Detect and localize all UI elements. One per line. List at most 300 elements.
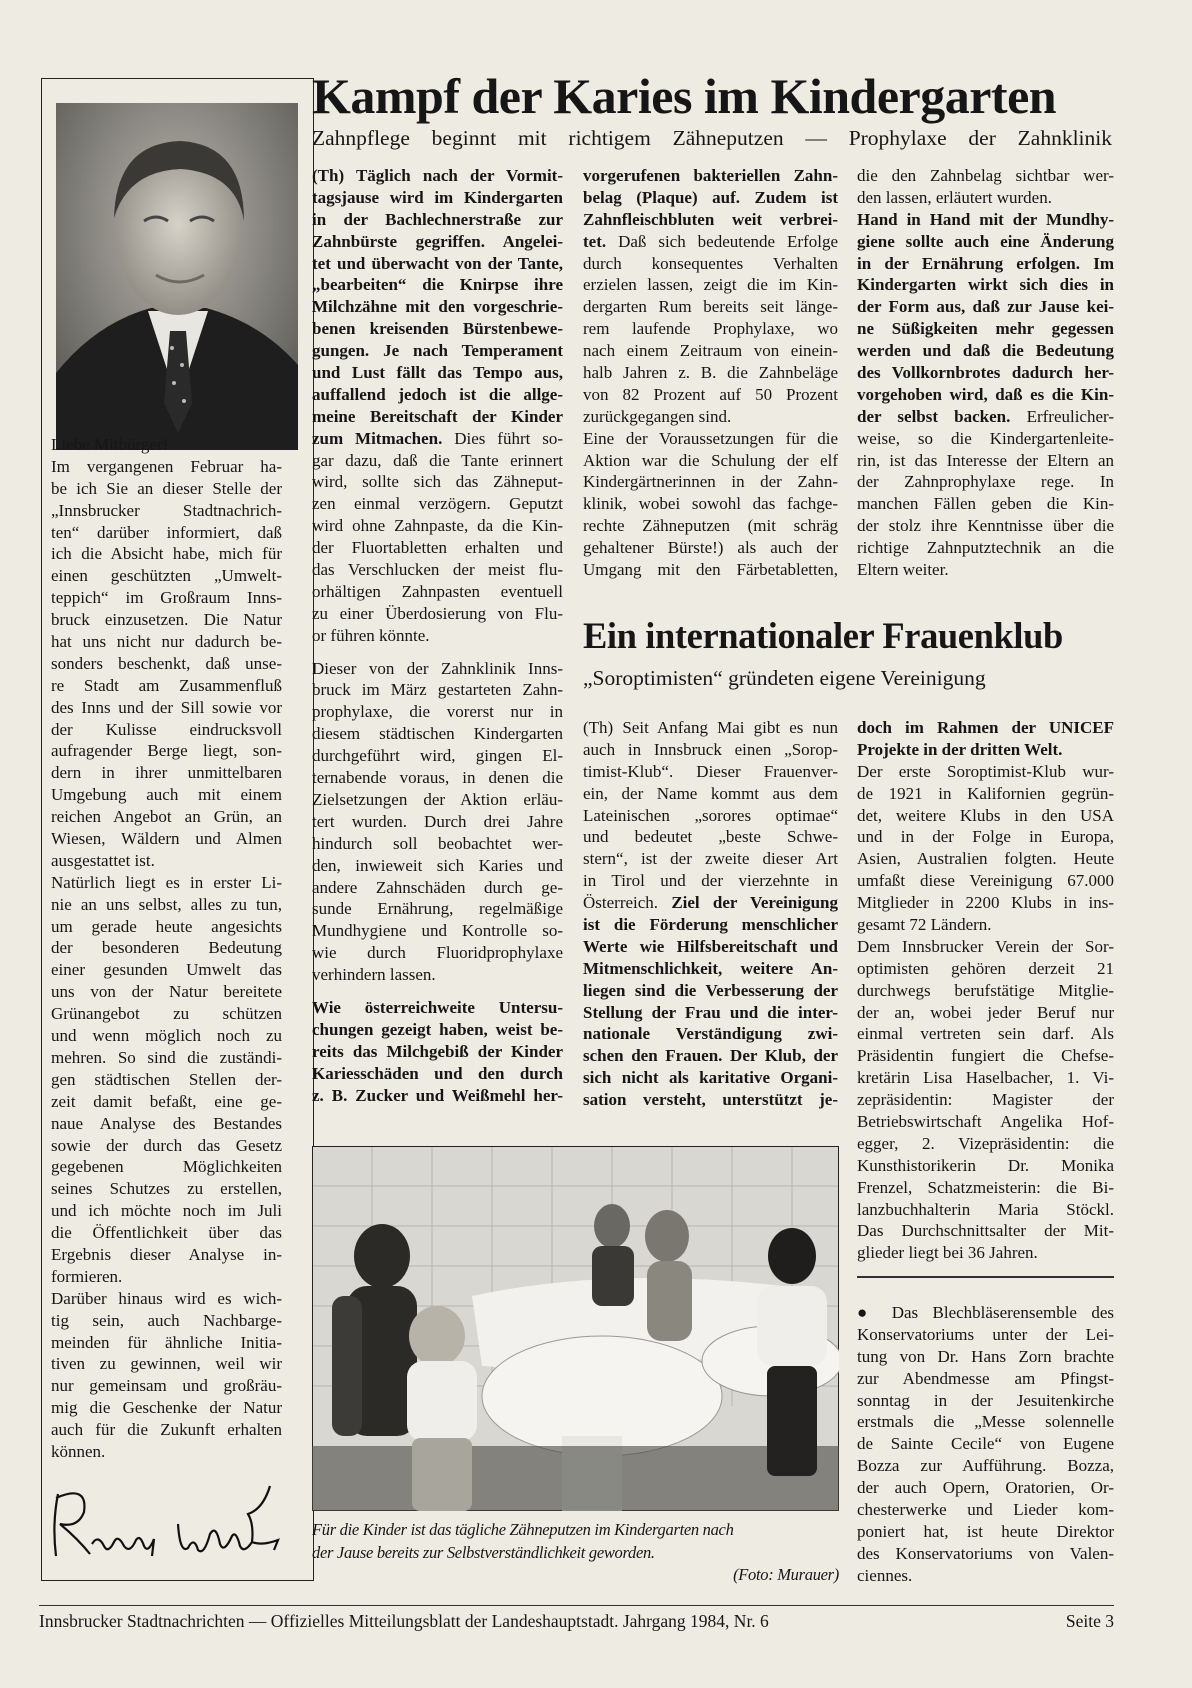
text: Liebe Mitbürger! [51, 435, 169, 454]
text-line [857, 340, 1114, 362]
bold-text: ne Süßigkeiten mehr gegessen [857, 319, 1114, 339]
text: Grünangebot zu schützen [51, 1004, 282, 1024]
text-line [583, 1023, 838, 1045]
text-line [51, 1200, 282, 1222]
text-line [857, 1455, 1114, 1477]
text-line [312, 877, 563, 899]
text-line [857, 1346, 1114, 1368]
bold-text: nationale Verständigung zwi- [583, 1024, 838, 1044]
text: hat uns nicht nur dadurch be- [51, 632, 282, 652]
text-line [583, 870, 838, 892]
text-line [857, 936, 1114, 958]
text: Natürlich liegt es in erster Li- [51, 872, 282, 892]
bold-text: in der Bachlechnerstraße zur [312, 209, 563, 229]
text-line [51, 806, 282, 828]
text: des Konservatoriums von Valen- [857, 1543, 1114, 1563]
footer-publication: Innsbrucker Stadtnachrichten — Offizielles Mitteilungsblatt der Landeshauptstadt. Jahrgang 1984, Nr. 6 [39, 1611, 769, 1631]
bold-text: (Th) Täglich nach der Vormit- [312, 166, 563, 185]
text: das Verschlucken der meist flu- [312, 560, 563, 580]
text-line [51, 1047, 282, 1069]
text-line [51, 1222, 282, 1244]
bold-text: zum Mitmachen. [312, 428, 443, 448]
text: erzielen lassen, zeigt die im Kin- [583, 275, 838, 295]
bold-text: Milchzähne mit den vorgeschrie- [312, 297, 563, 317]
text: ausgestattet ist. [51, 850, 155, 870]
text-line [312, 1041, 563, 1063]
text-line [51, 1266, 282, 1288]
text-line [51, 631, 282, 653]
bold-text: werden und daß die Bedeutung [857, 341, 1114, 361]
text-line [51, 1353, 282, 1375]
bold-text: sich nicht als karitative Organi- [583, 1068, 838, 1088]
text-line [583, 165, 838, 187]
text: Mundhygiene und Kontrolle so- [312, 921, 563, 941]
text: rin, ist das Interesse der Eltern an [857, 450, 1114, 470]
text: andere Zahnschäden durch ge- [312, 877, 563, 897]
text-line [857, 1242, 1114, 1264]
text-line [857, 826, 1114, 848]
text-line [312, 745, 563, 767]
text: des Inns und der Sill sowie vor [51, 697, 282, 717]
footer-divider [39, 1605, 1114, 1606]
text-line [583, 340, 838, 362]
text-line [51, 1135, 282, 1157]
text-line [51, 740, 282, 762]
text-line [51, 1156, 282, 1178]
text-line [312, 855, 563, 877]
text-line [312, 187, 563, 209]
text: optimisten gehören derzeit 21 [857, 958, 1114, 978]
text: Aktion war die Schulung der elf [583, 450, 838, 470]
text: lanzbuchhalterin Maria Stöckl. [857, 1199, 1114, 1219]
text: Eine der Voraussetzungen für die [583, 428, 838, 448]
text-line [583, 805, 838, 827]
text-line [51, 653, 282, 675]
text: Im vergangenen Februar ha- [51, 456, 282, 476]
text-line [583, 848, 838, 870]
bold-text: ist die Förderung menschlicher [583, 915, 838, 935]
text: (Th) Seit Anfang Mai gibt es nun [583, 718, 838, 737]
text: wie durch Fluoridprophylaxe [312, 943, 563, 963]
text-line [583, 936, 838, 958]
text-line [51, 1178, 282, 1200]
text: tung von Dr. Hans Zorn brachte [857, 1346, 1114, 1366]
text: zu einer Überdosierung von Flu- [312, 603, 563, 623]
text-line [312, 701, 563, 723]
text: Lateinischen „sorores optimae“ [583, 805, 838, 825]
text: or führen könnte. [312, 625, 430, 645]
text-line [583, 783, 838, 805]
text-line [312, 471, 563, 493]
text-line [583, 1089, 838, 1111]
text-line [51, 872, 282, 894]
text-line [857, 783, 1114, 805]
text: Mitglieder in 2200 Klubs in ins- [857, 893, 1114, 913]
bold-text: Mitmenschlichkeit, weitere An- [583, 958, 838, 978]
text-line [583, 428, 838, 450]
bold-text: Werte wie Hilfsbereitschaft und [583, 936, 838, 956]
text-line [857, 1477, 1114, 1499]
text-line [583, 515, 838, 537]
text-line [857, 805, 1114, 827]
bold-text: Stellung der Frau und die inter- [583, 1002, 838, 1022]
text-line [51, 784, 282, 806]
photo-caption-line-1: Für die Kinder ist das tägliche Zähneputzen im Kindergarten nach [312, 1520, 734, 1539]
bold-text: Hand in Hand mit der Mundhy- [857, 209, 1114, 229]
text-line [51, 1397, 282, 1419]
text-line [857, 1155, 1114, 1177]
text-line [51, 434, 282, 456]
text-line [583, 471, 838, 493]
text: Dies führt so- [442, 428, 563, 448]
text: Kindergärtnerinnen in der Zahn- [583, 472, 838, 492]
text-line [857, 209, 1114, 231]
text-line [312, 942, 563, 964]
text-line [857, 958, 1114, 980]
text: sonders beschenkt, daß unse- [51, 653, 282, 673]
text: nur gemeinsam und großräu- [51, 1376, 282, 1396]
text-line [857, 870, 1114, 892]
text: timist-Klub“. Dieser Frauenver- [583, 761, 838, 781]
text-line [51, 1375, 282, 1397]
bold-text: liegen sind die Verbesserung der [583, 980, 838, 1000]
text: der stolz ihre Kenntnisse über die [857, 516, 1114, 536]
text: um gerade heute angesichts [51, 916, 282, 936]
text-line [51, 456, 282, 478]
text: Wiesen, Wäldern und Almen [51, 829, 282, 849]
text-line [51, 762, 282, 784]
text: rechte Zähneputzen (mit schräg [583, 516, 838, 536]
text: auch in Innsbruck einen „Sorop- [583, 739, 838, 759]
bold-text: Kariesschäden und den durch [312, 1063, 563, 1083]
text-line [51, 1310, 282, 1332]
text: von 82 Prozent auf 50 Prozent [583, 384, 838, 404]
text-line [857, 1565, 1114, 1587]
text: halb Jahren z. B. die Zahnbeläge [583, 363, 838, 383]
text: ein, der Name kommt aus dem [583, 783, 838, 803]
text-line [51, 1069, 282, 1091]
kindergarten-photo [312, 1146, 839, 1511]
text: mehren. So sind die zuständi- [51, 1047, 282, 1067]
text: weise, so die Kindergartenleite- [857, 428, 1114, 448]
bold-text: des Vollkornbrotes dadurch her- [857, 363, 1114, 383]
text: Österreich. [583, 893, 672, 913]
text-line [51, 1441, 282, 1463]
bold-text: doch im Rahmen der UNICEF [857, 718, 1114, 737]
text-line [312, 340, 563, 362]
text: auch für die Zukunft erhalten [51, 1420, 282, 1440]
text: gar dazu, daß die Tante erinnert [312, 450, 563, 470]
text: Dem Innsbrucker Verein der Sor- [857, 936, 1114, 956]
text: klinik, wobei sowohl das fachge- [583, 494, 838, 514]
text-line [583, 450, 838, 472]
frauenklub-column-2 [857, 717, 1114, 1264]
text-line [51, 959, 282, 981]
text: tert wurden. Durch drei Jahre [312, 811, 563, 831]
text-line [51, 981, 282, 1003]
text-line [51, 1025, 282, 1047]
text-line [312, 997, 563, 1019]
text-line [51, 697, 282, 719]
text-line [857, 1324, 1114, 1346]
text-line [51, 522, 282, 544]
text: durchwegs berufstätige Mitglie- [857, 980, 1114, 1000]
text: den, inwieweit sich Karies und [312, 855, 563, 875]
text: nie an uns selbst, alles zu tun, [51, 894, 282, 914]
text: einmal vertreten sein darf. Als [857, 1024, 1114, 1044]
text-line [312, 209, 563, 231]
bold-text: vorgehoben wird, daß es die Kin- [857, 384, 1114, 404]
text: Der erste Soroptimist-Klub wur- [857, 761, 1114, 781]
text-line [312, 231, 563, 253]
text: können. [51, 1441, 106, 1461]
text-line [857, 231, 1114, 253]
text-line [857, 1111, 1114, 1133]
text: richtige Zahnputztechnik an die [857, 538, 1114, 558]
text: egger, 2. Vizepräsidentin: die [857, 1133, 1114, 1153]
text-line [857, 471, 1114, 493]
text-line [583, 384, 838, 406]
text: de 1921 in Kalifornien gegrün- [857, 783, 1114, 803]
text-line [857, 274, 1114, 296]
text-line [583, 980, 838, 1002]
text-line [857, 1521, 1114, 1543]
text-line [51, 675, 282, 697]
text: der auch Opern, Oratorien, Or- [857, 1478, 1114, 1498]
text-line [857, 980, 1114, 1002]
text-line [51, 894, 282, 916]
text: gegebenen Möglichkeiten [51, 1157, 282, 1177]
text-line [312, 723, 563, 745]
text-line [312, 898, 563, 920]
text: der an, wobei jeder Beruf nur [857, 1002, 1114, 1022]
text: be ich Sie an dieser Stelle der [51, 478, 282, 498]
text: der Zahnprophylaxe rege. In [857, 472, 1114, 492]
text: Erfreulicher- [1010, 406, 1114, 426]
text: meinden für ähnliche Initia- [51, 1332, 282, 1352]
text: Ergebnis dieser Analyse in- [51, 1244, 282, 1264]
text: und wenn möglich noch zu [51, 1026, 282, 1046]
bold-text: tet. [583, 231, 607, 251]
text-line [857, 1411, 1114, 1433]
article-column-2 [583, 165, 838, 581]
text-line [583, 914, 838, 936]
text-line [857, 717, 1114, 739]
text-line [583, 1002, 838, 1024]
frauenklub-column-1 [583, 717, 838, 1111]
text-line [857, 1368, 1114, 1390]
text: seines Schutzes zu erstellen, [51, 1179, 282, 1199]
text-line [857, 296, 1114, 318]
text: sowie der durch das Gesetz [51, 1135, 282, 1155]
text: chesterwerke und Lieder kom- [857, 1500, 1114, 1520]
text-line [857, 1177, 1114, 1199]
text: det, weitere Klubs in den USA [857, 805, 1114, 825]
text: einen geschützten „Umwelt- [51, 566, 282, 586]
text: Umgebung auch mit einem [51, 785, 282, 805]
text: verhindern lassen. [312, 965, 436, 985]
text-line [312, 581, 563, 603]
text-line [583, 1067, 838, 1089]
text-line [583, 559, 838, 581]
text: teppich“ im Großraum Inns- [51, 588, 282, 608]
bold-text: der Form aus, daß zur Jause kei- [857, 297, 1114, 317]
text: uns von der Natur bereitete [51, 982, 282, 1002]
text-line [583, 958, 838, 980]
text-line [312, 428, 563, 450]
text-line [583, 296, 838, 318]
text-line [583, 318, 838, 340]
bold-text: schen den Frauen. Der Klub, der [583, 1046, 838, 1066]
text-line [312, 274, 563, 296]
text-line [583, 493, 838, 515]
photo-credit: (Foto: Murauer) [733, 1565, 839, 1584]
text: Konservatoriums unter der Lei- [857, 1324, 1114, 1344]
photo-caption-line-2: der Jause bereits zur Selbstverständlichkeit geworden. [312, 1543, 655, 1562]
text-line [857, 892, 1114, 914]
text: durch konsequentes Verhalten [583, 253, 838, 273]
text: dern in ihrer unmittelbaren [51, 763, 282, 783]
text-line [583, 209, 838, 231]
text: der Kulisse eindrucksvoll [51, 719, 282, 739]
text-line [583, 717, 838, 739]
text-line [583, 826, 838, 848]
bold-text: Ziel der Vereinigung [671, 893, 838, 913]
text: glieder liegt bei 36 Jahren. [857, 1243, 1038, 1263]
bold-text: benen kreisenden Bürstenbewe- [312, 319, 563, 339]
text-line [583, 231, 838, 253]
text-line [857, 318, 1114, 340]
frauenklub-headline: Ein internationaler Frauenklub [583, 616, 1063, 657]
text: wird ohne Zahnpaste, da die Kin- [312, 516, 563, 536]
text-line [51, 1419, 282, 1441]
text: Zielsetzungen der Aktion erläu- [312, 789, 563, 809]
text-line [857, 761, 1114, 783]
text-line [857, 515, 1114, 537]
bold-text: chungen gezeigt haben, weist be- [312, 1019, 563, 1039]
text-line [857, 1543, 1114, 1565]
text-line [51, 850, 282, 872]
text-line [857, 165, 1114, 187]
text-line [857, 1199, 1114, 1221]
text-line [51, 828, 282, 850]
text: erstmals die „Messe solennelle [857, 1412, 1114, 1432]
text-line [857, 537, 1114, 559]
text: nach einem Zeitraum von einein- [583, 341, 838, 361]
text-line [857, 384, 1114, 406]
text-line [583, 253, 838, 275]
text: Eltern weiter. [857, 560, 949, 580]
text: gehaltener Bürste!) als auch der [583, 538, 838, 558]
text-line [857, 253, 1114, 275]
text: gesamt 72 Ländern. [857, 915, 992, 935]
text-line [583, 537, 838, 559]
text: der Fluortabletten erhalten und [312, 538, 563, 558]
text: hindurch soll beobachtet wer- [312, 833, 563, 853]
text: tiven zu gewinnen, weil wir [51, 1354, 282, 1374]
mayor-letter-text [51, 434, 282, 1463]
text: durchgeführt wird, gingen El- [312, 746, 563, 766]
text-line [857, 1220, 1114, 1242]
text: umfaßt diese Vereinigung 67.000 [857, 871, 1114, 891]
bold-text: giene sollte auch eine Änderung [857, 231, 1114, 251]
bold-text: Zahnfleischbluten weit verbrei- [583, 209, 838, 229]
text-line [312, 296, 563, 318]
text: zur Abendmesse am Pfingst- [857, 1368, 1114, 1388]
text-line [857, 1302, 1114, 1324]
text-line [51, 609, 282, 631]
text-line [312, 811, 563, 833]
text-line [583, 739, 838, 761]
text-line [312, 165, 563, 187]
article-column-3 [857, 165, 1114, 581]
bold-text: Zahnbürste gegriffen. Angelei- [312, 231, 563, 251]
frauenklub-subheadline: „Soroptimisten“ gründeten eigene Vereinigung [583, 666, 986, 690]
text-line [312, 679, 563, 701]
text-line [583, 892, 838, 914]
text: den lassen, erläutert wurden. [857, 187, 1052, 207]
text: orhältigen Zahnpasten eventuell [312, 581, 563, 601]
text-line [857, 1002, 1114, 1024]
text: Dieser von der Zahnklinik Inns- [312, 658, 563, 678]
bold-text: in der Ernährung erfolgen. Im [857, 253, 1114, 273]
text-line [312, 1085, 563, 1107]
text: Umgang mit den Färbetabletten, [583, 560, 838, 580]
bold-text: gungen. Je nach Temperament [312, 341, 563, 361]
text: zepräsidentin: Magister der [857, 1090, 1114, 1110]
text-line [857, 187, 1114, 209]
text-line [857, 739, 1114, 761]
text: die Öffentlichkeit über das [51, 1223, 282, 1243]
text: und bedeutet „beste Schwe- [583, 827, 838, 847]
text: einer gesunden Umwelt das [51, 960, 282, 980]
bold-text: reits das Milchgebiß der Kinder [312, 1041, 563, 1061]
text: rem laufende Prophylaxe, wo [583, 319, 838, 339]
text-line [312, 625, 563, 647]
text: manchen Fällen geben die Kin- [857, 494, 1114, 514]
text-line [312, 559, 563, 581]
text-line [51, 1332, 282, 1354]
text-line [51, 916, 282, 938]
text: bruck einzusetzen. Die Natur [51, 610, 282, 630]
text-line [857, 493, 1114, 515]
text: ternabende voraus, in denen die [312, 768, 563, 788]
text-line [312, 362, 563, 384]
bold-text: „bearbeiten“ die Knirpse ihre [312, 275, 563, 295]
text-line [312, 406, 563, 428]
text-line [857, 450, 1114, 472]
text-line [583, 1045, 838, 1067]
concert-notice [857, 1302, 1114, 1587]
text: bruck im März gestarteten Zahn- [312, 680, 563, 700]
text-line [51, 719, 282, 741]
text: sunde Ernährung, regelmäßige [312, 899, 563, 919]
text: Daß sich bedeutende Erfolge [606, 231, 838, 251]
text: reichen Angebot an Grün, an [51, 807, 282, 827]
bold-text: der selbst backen. [857, 406, 1011, 426]
text-line [51, 587, 282, 609]
text: re Stadt am Zusammenfluß [51, 675, 282, 695]
text: formieren. [51, 1266, 123, 1286]
text-line [51, 1288, 282, 1310]
text: Betriebswirtschaft Angelika Hof- [857, 1112, 1114, 1132]
text: „Innsbrucker Stadtnachrich- [51, 500, 282, 520]
text-line [312, 515, 563, 537]
text: in Tirol und der vierzehnte in [583, 871, 838, 891]
text: kretärin Lisa Haselbacher, 1. Vi- [857, 1068, 1114, 1088]
text-line [857, 1433, 1114, 1455]
text-line [857, 848, 1114, 870]
